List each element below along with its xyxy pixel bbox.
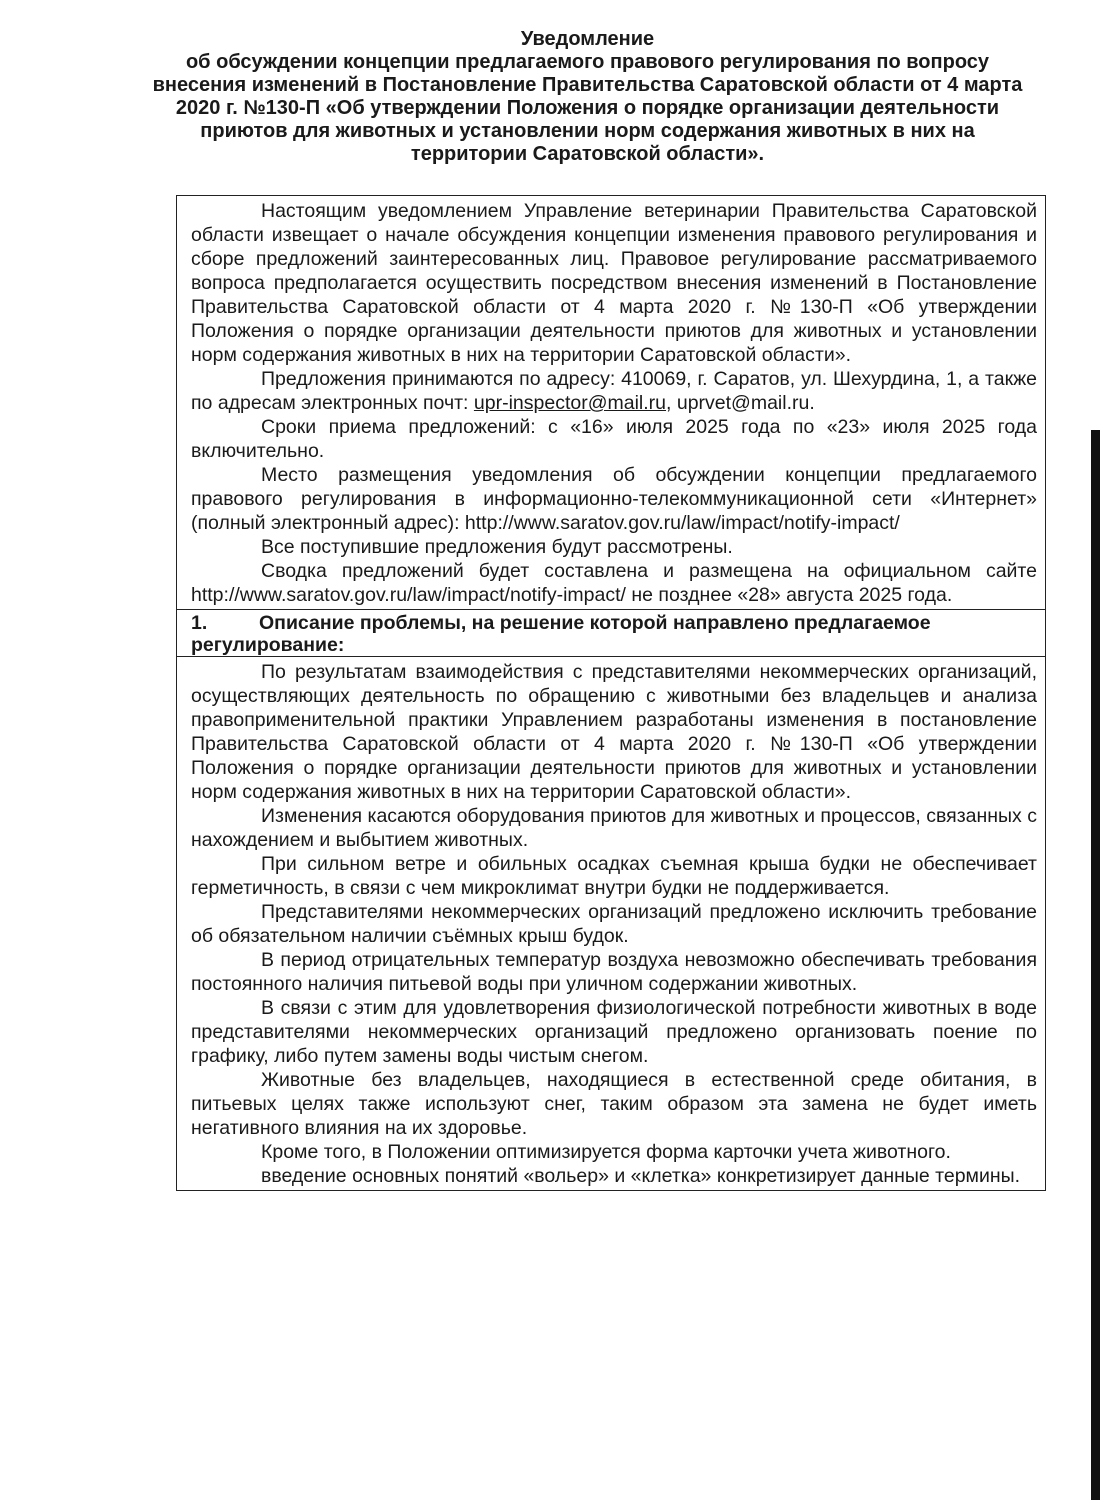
address-text: Предложения принимаются по адресу: 410069, г. Саратов, ул. Шехурдина, 1, а также по адресам электронных почт: [191,368,1037,414]
notice-paragraph-4: Место размещения уведомления об обсуждении концепции предлагаемого правового регулирования в информационно-телекоммуникационной сети «Интернет» (полный электронный адрес): http://www.saratov.gov.ru/law/impact/notify-impact/ [191,464,1037,534]
section-1-paragraph: В связи с этим для удовлетворения физиологической потребности животных в воде представителями некоммерческих организаций предложено организовать поение по графику, либо путем замены воды чистым снегом. [191,997,1037,1067]
section-1-paragraph: Изменения касаются оборудования приютов для животных и процессов, связанных с нахождением и выбытием животных. [191,805,1037,851]
section-1-paragraph: По результатам взаимодействия с представителями некоммерческих организаций, осуществляющих деятельность по обращению с животными без владельцев и анализа правоприменительной практики Управлением разработаны изменения в постановление Правительства Саратовской области от 4 марта 2020 г. №130-П «Об утверждении Положения о порядке организации деятельности приютов для животных и установлении норм содержания животных в них на территории Саратовской области». [191,661,1037,803]
section-1-body [177,657,1045,1190]
notice-paragraph-5: Все поступившие предложения будут рассмотрены. [261,536,733,558]
notice-paragraph-1: Настоящим уведомлением Управление ветеринарии Правительства Саратовской области извещает о начале обсуждения концепции изменения правового регулирования и сборе предложений заинтересованных лиц. Правовое регулирование рассматриваемого вопроса предполагается осуществить посредством внесения изменений в Постановление Правительства Саратовской области от 4 марта 2020 г. №130-П «Об утверждении Положения о порядке организации деятельности приютов для животных и установлении норм содержания животных в них на территории Саратовской области». [191,200,1037,366]
document-subtitle: об обсуждении концепции предлагаемого правового регулирования по вопросу внесения изменений в Постановление Правительства Саратовской области от 4 марта 2020 г. №130-П «Об утверждении Положения о порядке организации деятельности приютов для животных и установлении норм содержания животных в них на территории Саратовской области». [152,51,1023,165]
scan-edge-shadow [1091,430,1100,1500]
section-1-paragraph: В период отрицательных температур воздуха невозможно обеспечивать требования постоянного наличия питьевой воды при уличном содержании животных. [191,949,1037,995]
section-1-title: Описание проблемы, на решение которой направлено предлагаемое регулирование: [191,612,931,656]
document-header [150,28,1025,166]
section-1-paragraph: Кроме того, в Положении оптимизируется форма карточки учета животного. [261,1141,951,1163]
notice-paragraph-3: Сроки приема предложений: с «16» июля 2025 года по «23» июля 2025 года включительно. [191,416,1037,462]
email-second: , uprvet@mail.ru. [666,392,815,414]
section-1-paragraph: введение основных понятий «вольер» и «клетка» конкретизирует данные термины. [261,1165,1021,1187]
section-1-paragraph: Животные без владельцев, находящиеся в естественной среде обитания, в питьевых целях также используют снег, таким образом эта замена не будет иметь негативного влияния на их здоровье. [191,1069,1037,1139]
section-1-paragraph: Представителями некоммерческих организаций предложено исключить требование об обязательном наличии съёмных крыш будок. [191,901,1037,947]
email-link[interactable]: upr-inspector@mail.ru [473,392,667,414]
document-title: Уведомление [520,28,655,50]
section-1-heading [177,609,1045,657]
notice-section [177,196,1045,609]
notice-paragraph-6: Сводка предложений будет составлена и размещена на официальном сайте http://www.saratov.gov.ru/law/impact/notify-impact/ не позднее «28» августа 2025 года. [191,560,1037,606]
notice-table [176,195,1046,1191]
section-1-number: 1. [191,612,208,634]
notice-paragraph-2 [191,367,1037,415]
section-1-paragraph: При сильном ветре и обильных осадках съемная крыша будки не обеспечивает герметичность, в связи с чем микроклимат внутри будки не поддерживается. [191,853,1037,899]
